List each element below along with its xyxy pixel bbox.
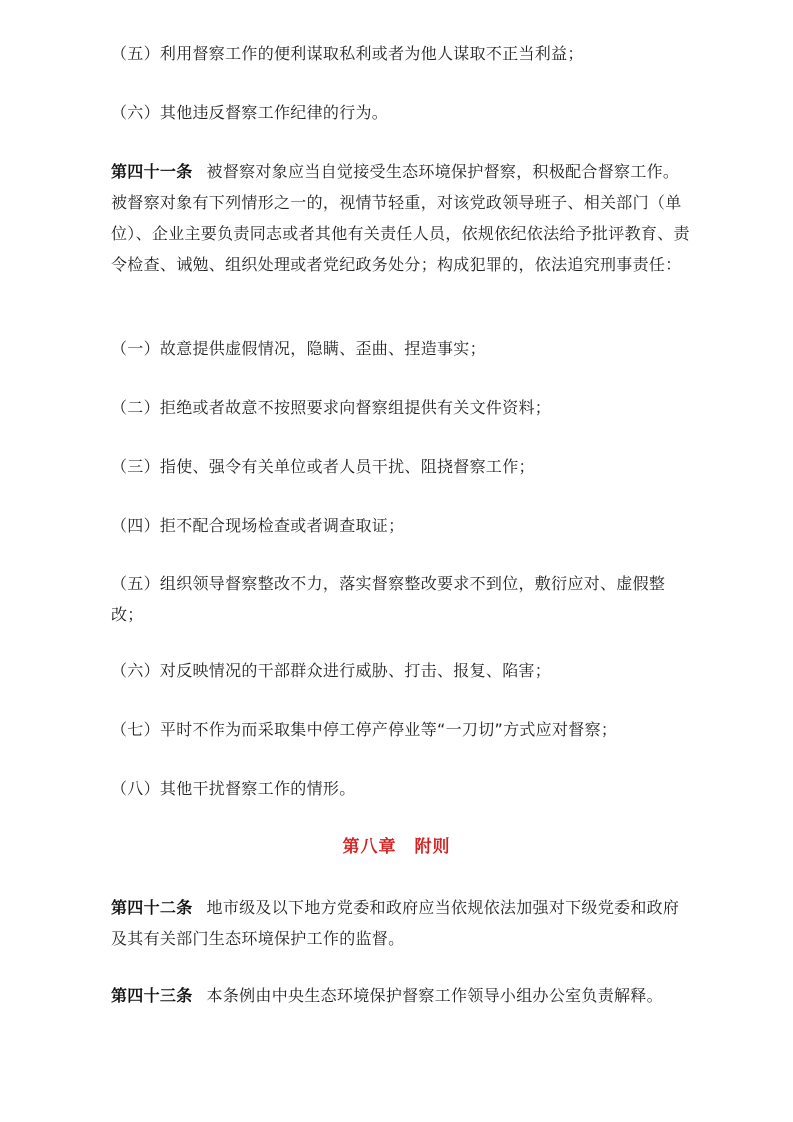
item-8-interference: （八）其他干扰督察工作的情形。: [111, 779, 356, 798]
article-42: [111, 892, 691, 954]
item-1-interference: （一）故意提供虚假情况，隐瞒、歪曲、捏造事实；: [111, 339, 486, 358]
chapter-heading: [0, 832, 793, 863]
article-42-heading: 第四十二条: [111, 898, 193, 917]
item-5-discipline: （五）利用督察工作的便利谋取私利或者为他人谋取不正当利益；: [111, 44, 584, 63]
item-5-interference: （五）组织领导督察整改不力，落实督察整改要求不到位，敷衍应对、虚假整改；: [111, 574, 666, 624]
article-41-heading: 第四十一条: [111, 162, 193, 181]
item-7-interference: （七）平时不作为而采取集中停工停产停业等“一刀切”方式应对督察；: [111, 720, 618, 739]
item-6-interference: （六）对反映情况的干部群众进行威胁、打击、报复、陷害；: [111, 661, 552, 680]
article-43-heading: 第四十三条: [111, 986, 193, 1005]
chapter-title: 附则: [414, 837, 451, 857]
item-3-interference: （三）指使、强令有关单位或者人员干扰、阻挠督察工作；: [111, 457, 535, 476]
item-6-discipline: （六）其他违反督察工作纪律的行为。: [111, 103, 389, 122]
item-2-interference: （二）拒绝或者故意不按照要求向督察组提供有关文件资料；: [111, 398, 552, 417]
article-41: [111, 156, 691, 280]
chapter-number: 第八章: [342, 837, 397, 857]
article-41-text: 被督察对象应当自觉接受生态环境保护督察，积极配合督察工作。被督察对象有下列情形之一的，视情节轻重，对该党政领导班子、相关部门（单位）、企业主要负责同志或者其他有关责任人员，依规依纪依法给予批评教育、责令检查、诫勉、组织处理或者党纪政务处分；构成犯罪的，依法追究刑事责任：: [111, 162, 690, 274]
item-4-interference: （四）拒不配合现场检查或者调查取证；: [111, 516, 405, 535]
article-43: [111, 980, 691, 1011]
article-42-text: 地市级及以下地方党委和政府应当依规依法加强对下级党委和政府及其有关部门生态环境保护工作的监督。: [111, 898, 680, 948]
article-43-text: 本条例由中央生态环境保护督察工作领导小组办公室负责解释。: [206, 986, 663, 1005]
